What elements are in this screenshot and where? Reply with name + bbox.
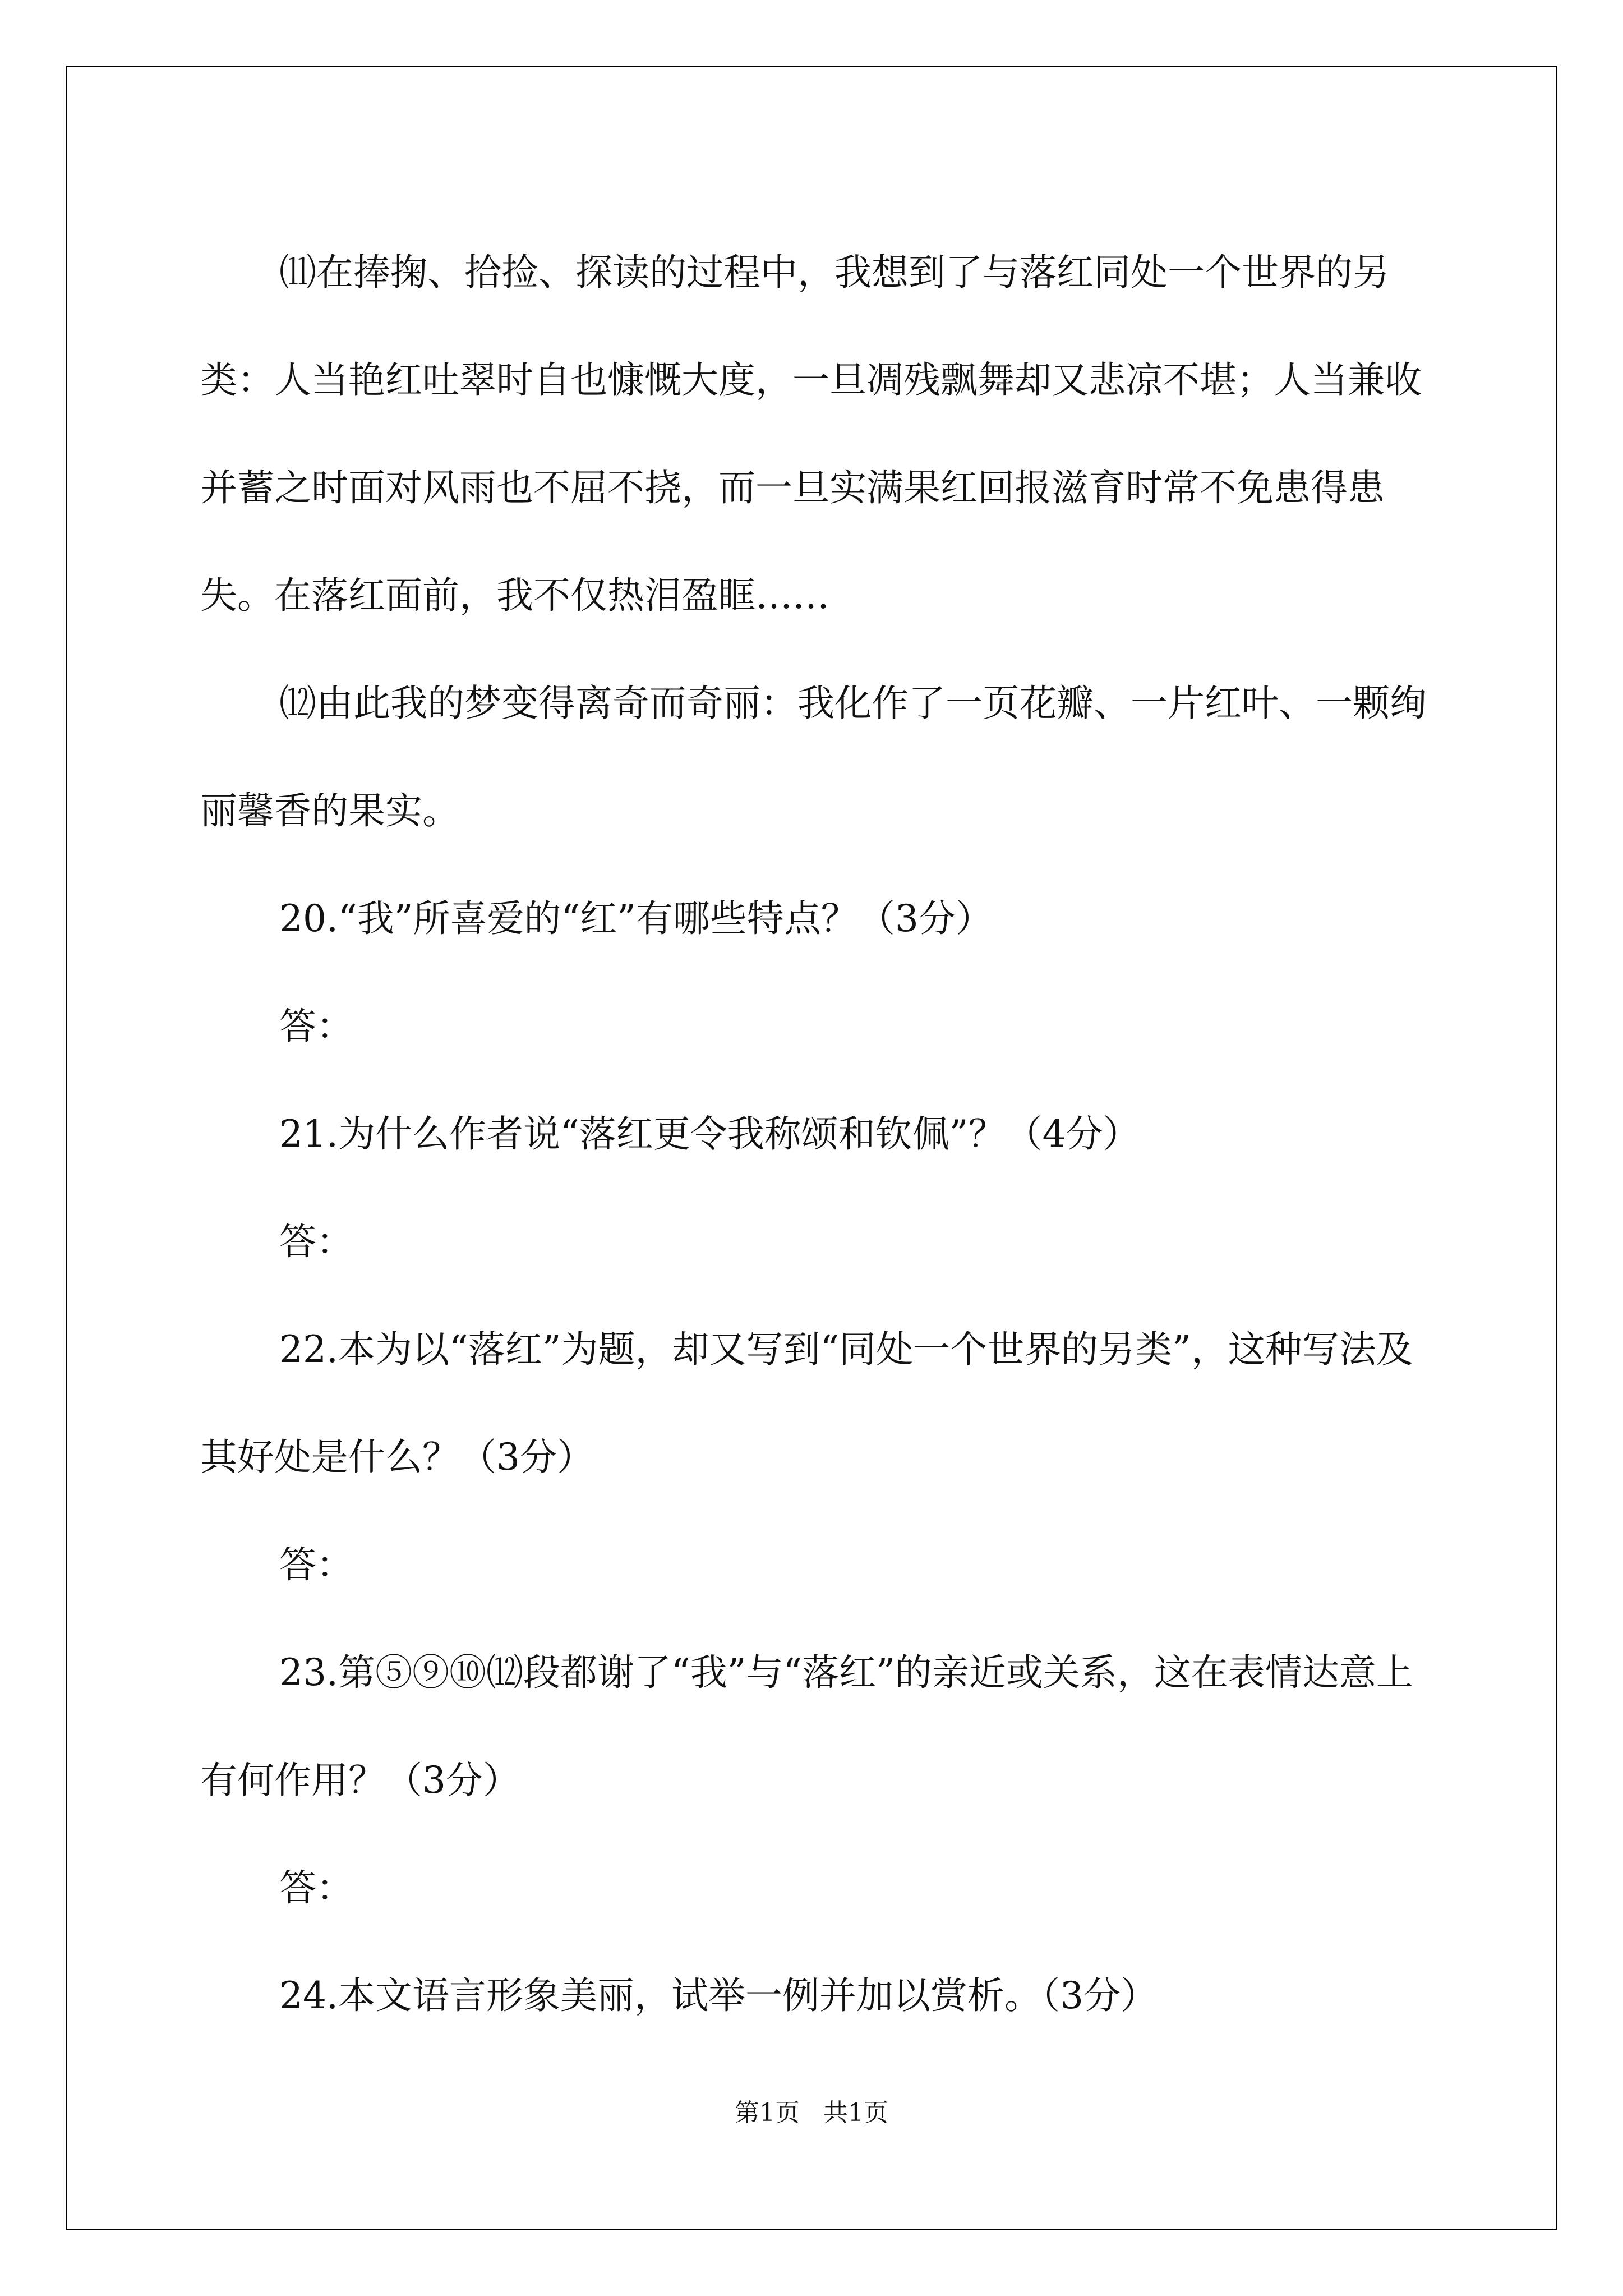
document-body (200, 219, 1434, 2050)
question-24: 24.本文语言形象美丽，试举一例并加以赏析。（3分） (279, 1974, 1158, 2017)
answer-label-20: 答： (279, 1005, 353, 1048)
question-23: 23.第⑤⑨⑩⑿段都谢了“我”与“落红”的亲近或关系，这在表情达意上有何作用？（3分） (200, 1651, 1413, 1802)
paragraph-12: ⑿由此我的梦变得离奇而奇丽：我化作了一页花瓣、一片红叶、一颗绚丽馨香的果实。 (200, 682, 1427, 832)
answer-label-23: 答： (279, 1866, 353, 1910)
question-21: 21.为什么作者说“落红更令我称颂和钦佩”？（4分） (279, 1112, 1140, 1156)
page-number: 第1页 (735, 2099, 800, 2127)
paragraph-11: ⑾在捧掬、拾捡、探读的过程中，我想到了与落红同处一个世界的另类：人当艳红吐翠时自也慷慨大度，一旦凋残飘舞却又悲凉不堪；人当兼收并蓄之时面对风雨也不屈不挠，而一旦实满果红回报滋育时常不免患得患失。在落红面前，我不仅热泪盈眶…… (200, 251, 1422, 617)
page-total: 共1页 (823, 2099, 888, 2127)
page-footer (0, 2092, 1623, 2128)
answer-label-22: 答： (279, 1543, 353, 1586)
question-20: 20.“我”所喜爱的“红”有哪些特点？（3分） (279, 897, 993, 940)
question-22: 22.本为以“落红”为题，却又写到“同处一个世界的另类”，这种写法及其好处是什么？（3分） (200, 1328, 1413, 1479)
answer-label-21: 答： (279, 1220, 353, 1263)
